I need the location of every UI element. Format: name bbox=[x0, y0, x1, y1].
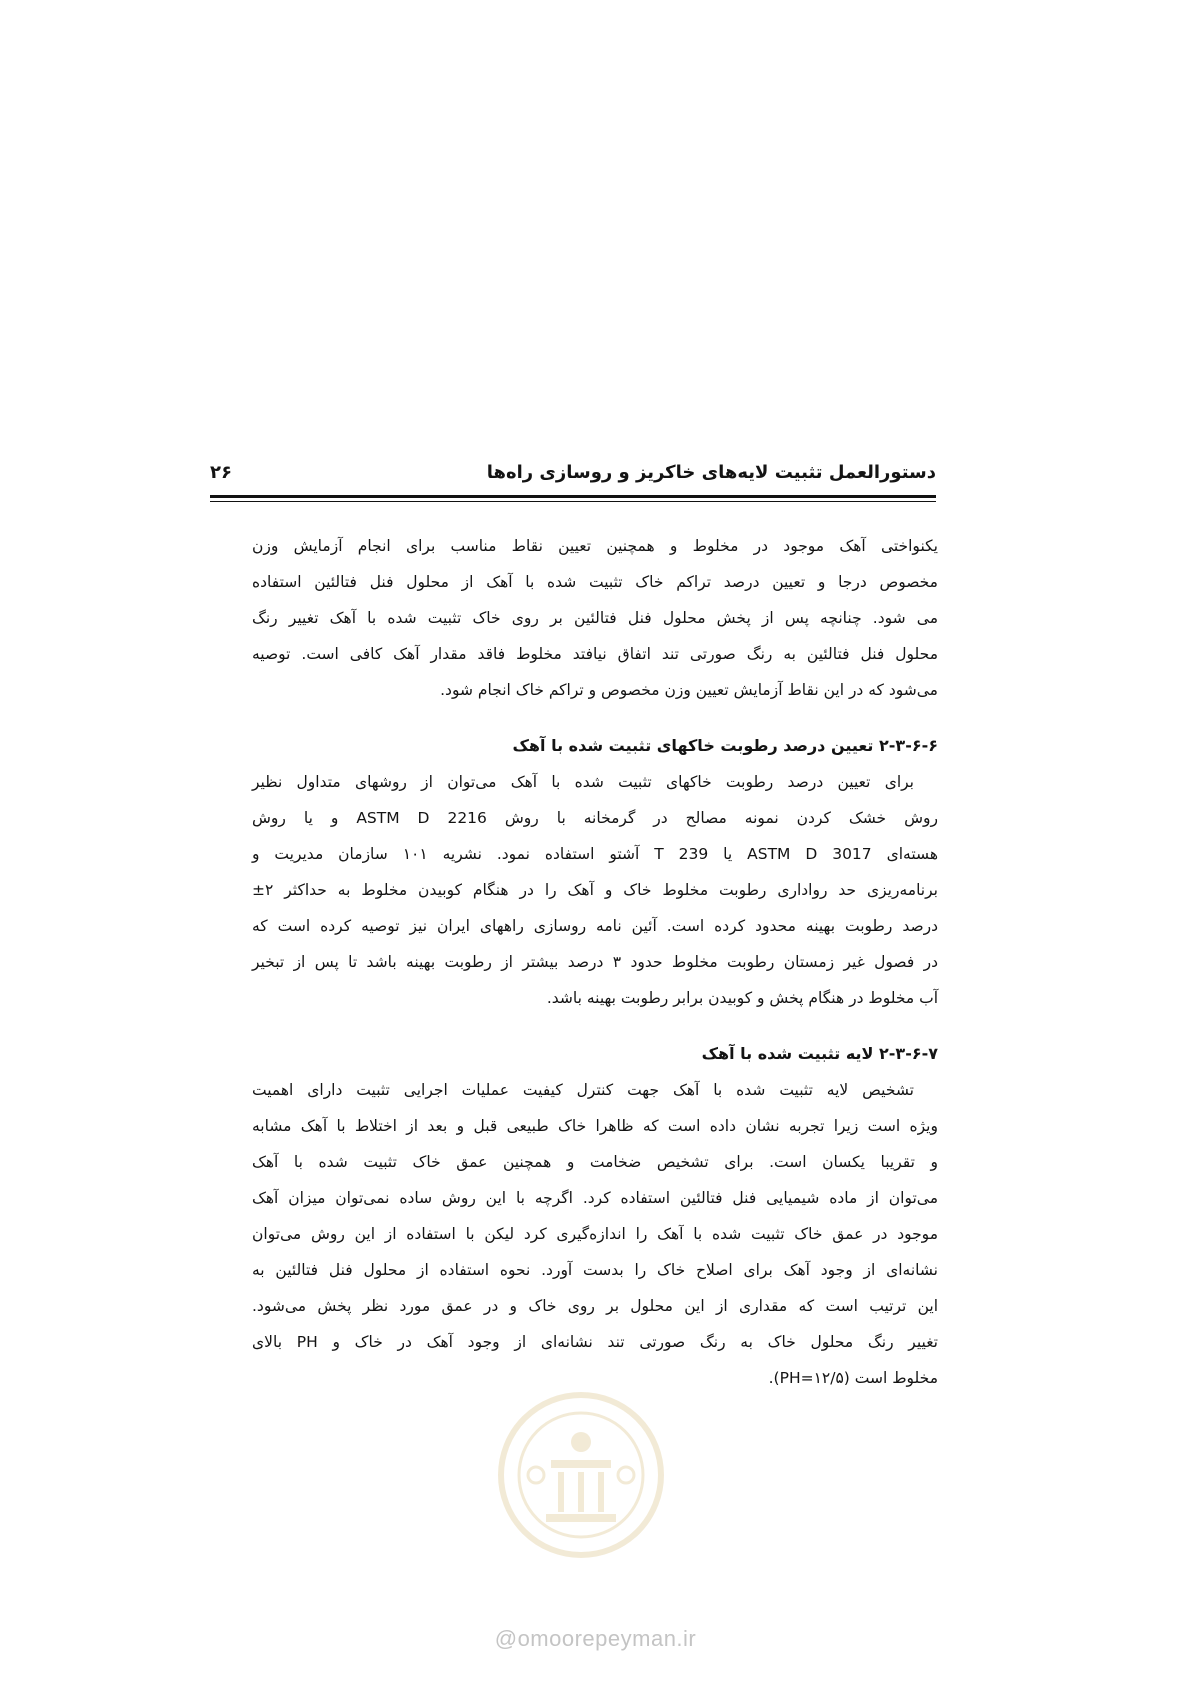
text-line: مخصوص درجا و تعیین درصد تراکم خاک تثبیت شده با آهک از محلول فنل فتالئین استفاده bbox=[252, 573, 938, 591]
header-rule-thin bbox=[210, 501, 936, 502]
text-line: تغییر رنگ محلول خاک به رنگ صورتی تند نشانه‌ای از وجود آهک در خاک و PH بالای bbox=[252, 1333, 938, 1351]
text-line: آب مخلوط در هنگام پخش و کوبیدن برابر رطوبت بهینه باشد. bbox=[546, 989, 938, 1007]
text-line: یکنواختی آهک موجود در مخلوط و همچنین تعیین نقاط مناسب برای انجام آزمایش وزن bbox=[252, 537, 938, 555]
body-text bbox=[252, 528, 938, 1416]
text-line: محلول فنل فتالئین به رنگ صورتی تند اتفاق نیافتد مخلوط فاقد مقدار آهک کافی است. توصیه bbox=[252, 645, 938, 663]
text-line: ویژه است زیرا تجربه نشان داده است که ظاهرا خاک طبیعی قبل و بعد از اختلاط با آهک مشابه bbox=[252, 1117, 938, 1135]
paragraph-intro bbox=[252, 528, 938, 708]
text-line: موجود در عمق خاک تثبیت شده با آهک را اندازه‌گیری کرد لیکن با استفاده از این روش می‌توان bbox=[252, 1225, 938, 1243]
running-title: دستورالعمل تثبیت لایه‌های خاکریز و روسازی راه‌ها bbox=[486, 462, 936, 483]
text-line: برنامه‌ریزی حد رواداری رطوبت مخلوط خاک و آهک را در هنگام کوبیدن مخلوط به حداکثر ۲± bbox=[252, 881, 938, 899]
text-line: می شود. چنانچه پس از پخش محلول فنل فتالئین بر روی خاک تثبیت شده با آهک تغییر رنگ bbox=[252, 609, 938, 627]
text-line: تشخیص لایه تثبیت شده با آهک جهت کنترل کیفیت عملیات اجرایی تثبیت دارای اهمیت bbox=[252, 1081, 914, 1099]
text-line: می‌توان از ماده شیمیایی فنل فتالئین استفاده کرد. اگرچه با این روش ساده نمی‌توان میزان آهک bbox=[252, 1189, 938, 1207]
text-line: در فصول غیر زمستان رطوبت مخلوط حدود ۳ درصد بیشتر از رطوبت بهینه باشد تا پس از تبخیر bbox=[252, 953, 938, 971]
header-rule-thick bbox=[210, 495, 936, 498]
page-number: ۲۶ bbox=[210, 462, 232, 483]
paragraph-moisture bbox=[252, 764, 938, 1016]
page-header bbox=[210, 462, 936, 492]
text-line: و تقریبا یکسان است. برای تشخیص ضخامت و همچنین عمق خاک تثبیت شده با آهک bbox=[252, 1153, 938, 1171]
text-line: می‌شود که در این نقاط آزمایش تعیین وزن مخصوص و تراکم خاک انجام شود. bbox=[440, 681, 938, 699]
text-line: روش خشک کردن نمونه مصالح در گرمخانه با روش ASTM D 2216 و یا روش bbox=[252, 809, 938, 827]
text-line: برای تعیین درصد رطوبت خاکهای تثبیت شده با آهک می‌توان از روشهای متداول نظیر bbox=[252, 773, 914, 791]
text-line: این ترتیب است که مقداری از این محلول بر روی خاک و در عمق مورد نظر پخش می‌شود. bbox=[252, 1297, 938, 1315]
site-watermark: @omoorepeyman.ir bbox=[494, 1626, 697, 1651]
paragraph-layer bbox=[252, 1072, 938, 1396]
text-line: درصد رطوبت بهینه محدود کرده است. آئین نامه روسازی راههای ایران نیز توصیه کرده است که bbox=[252, 917, 938, 935]
text-line: هسته‌ای ASTM D 3017 یا T 239 آشتو استفاده نمود. نشریه ۱۰۱ سازمان مدیریت و bbox=[252, 845, 939, 863]
text-line: مخلوط است (PH=۱۲/۵). bbox=[768, 1369, 938, 1387]
seal-watermark-icon bbox=[496, 1390, 666, 1560]
section-heading-layer: ۲-۳-۶-۷ لایه تثبیت شده با آهک bbox=[701, 1044, 938, 1063]
text-line: نشانه‌ای از وجود آهک برای اصلاح خاک را بدست آورد. نحوه استفاده از محلول فنل فتالئین به bbox=[252, 1261, 938, 1279]
section-heading-moisture: ۲-۳-۶-۶ تعیین درصد رطوبت خاکهای تثبیت شده با آهک bbox=[512, 736, 938, 755]
